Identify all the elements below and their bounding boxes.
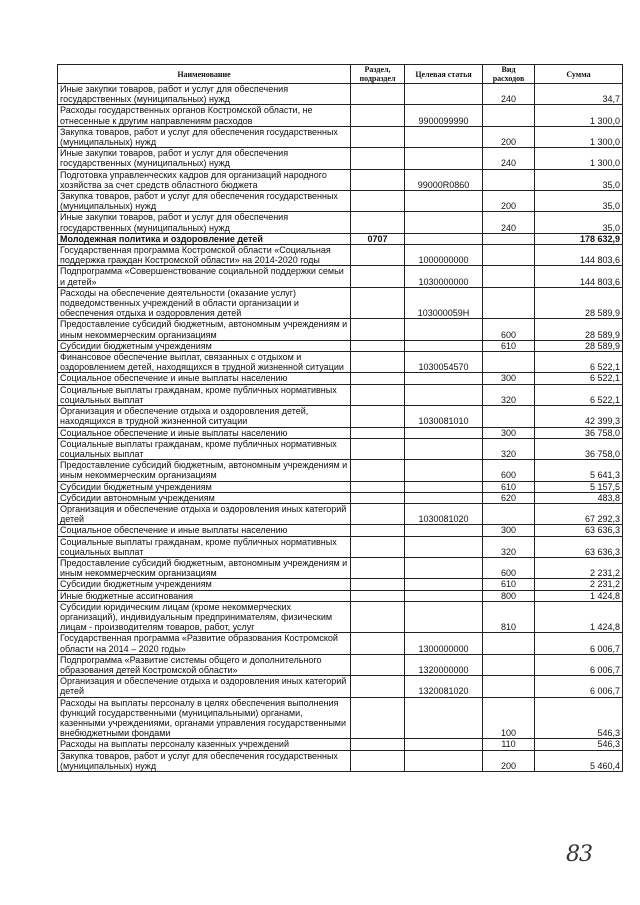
table-row (58, 233, 623, 244)
row-name: Предоставление субсидий бюджетным, автономным учреждениям и иным некоммерческим организациям (58, 460, 351, 481)
row-sum: 2 231,2 (535, 557, 623, 578)
row-sum: 2 231,2 (535, 579, 623, 590)
row-type (483, 266, 535, 287)
row-target (405, 536, 483, 557)
row-section (351, 697, 405, 739)
row-name: Иные закупки товаров, работ и услуг для обеспечения государственных (муниципальных) нужд (58, 148, 351, 169)
table-row (58, 481, 623, 492)
row-name: Расходы на выплаты персоналу в целях обеспечения выполнения функций государственными (муниципальными) органами, казенными учреждениями, органами управления государственными внебюджетными фондами (58, 697, 351, 739)
table-row (58, 84, 623, 105)
row-section (351, 460, 405, 481)
row-name: Социальные выплаты гражданам, кроме публичных нормативных социальных выплат (58, 438, 351, 459)
row-name: Расходы на выплаты персоналу казенных учреждений (58, 739, 351, 750)
row-name: Закупка товаров, работ и услуг для обеспечения государственных (муниципальных) нужд (58, 750, 351, 771)
row-section (351, 590, 405, 601)
table-row (58, 676, 623, 697)
row-section (351, 654, 405, 675)
row-section (351, 438, 405, 459)
row-name: Социальное обеспечение и иные выплаты населению (58, 373, 351, 384)
row-target: 99000R0860 (405, 169, 483, 190)
budget-sheet (57, 64, 622, 772)
row-type: 600 (483, 557, 535, 578)
row-target: 9900099990 (405, 105, 483, 126)
row-section (351, 126, 405, 147)
row-type: 800 (483, 590, 535, 601)
row-type: 240 (483, 212, 535, 233)
table-row (58, 373, 623, 384)
table-row (58, 427, 623, 438)
row-type: 200 (483, 191, 535, 212)
row-section (351, 579, 405, 590)
row-target (405, 460, 483, 481)
row-target (405, 212, 483, 233)
row-name: Предоставление субсидий бюджетным, автономным учреждениям и иным некоммерческим организациям (58, 319, 351, 340)
row-sum: 35,0 (535, 169, 623, 190)
table-body (58, 84, 623, 772)
row-type: 620 (483, 492, 535, 503)
table-row (58, 319, 623, 340)
row-target: 1030000000 (405, 266, 483, 287)
row-section (351, 427, 405, 438)
row-sum: 178 632,9 (535, 233, 623, 244)
row-name: Социальные выплаты гражданам, кроме публичных нормативных социальных выплат (58, 536, 351, 557)
row-name: Субсидии бюджетным учреждениям (58, 481, 351, 492)
row-name: Закупка товаров, работ и услуг для обеспечения государственных (муниципальных) нужд (58, 191, 351, 212)
row-target (405, 427, 483, 438)
row-section (351, 319, 405, 340)
table-row (58, 340, 623, 351)
row-sum: 35,0 (535, 191, 623, 212)
row-name: Субсидии бюджетным учреждениям (58, 579, 351, 590)
page-number: 83 (566, 842, 592, 867)
row-target (405, 384, 483, 405)
row-name: Социальные выплаты гражданам, кроме публичных нормативных социальных выплат (58, 384, 351, 405)
row-target (405, 340, 483, 351)
row-sum: 1 300,0 (535, 148, 623, 169)
row-section (351, 503, 405, 524)
row-type: 240 (483, 148, 535, 169)
row-target (405, 579, 483, 590)
row-sum: 546,3 (535, 739, 623, 750)
table-row (58, 438, 623, 459)
row-sum: 34,7 (535, 84, 623, 105)
row-target (405, 525, 483, 536)
table-row (58, 557, 623, 578)
row-target (405, 492, 483, 503)
row-target (405, 84, 483, 105)
table-row (58, 266, 623, 287)
row-type (483, 105, 535, 126)
row-sum: 28 589,9 (535, 340, 623, 351)
row-section (351, 633, 405, 654)
row-section (351, 373, 405, 384)
row-sum: 5 460,4 (535, 750, 623, 771)
row-sum: 28 589,9 (535, 287, 623, 319)
row-type: 100 (483, 697, 535, 739)
header-section: Раздел, подраздел (351, 65, 405, 84)
table-row (58, 601, 623, 633)
row-sum: 35,0 (535, 212, 623, 233)
row-type: 600 (483, 319, 535, 340)
row-section (351, 739, 405, 750)
row-section (351, 557, 405, 578)
row-section (351, 676, 405, 697)
row-section (351, 481, 405, 492)
row-type (483, 245, 535, 266)
row-name: Субсидии автономным учреждениям (58, 492, 351, 503)
row-type: 300 (483, 525, 535, 536)
row-sum: 63 636,3 (535, 536, 623, 557)
row-target (405, 697, 483, 739)
row-name: Иные закупки товаров, работ и услуг для обеспечения государственных (муниципальных) нужд (58, 212, 351, 233)
row-target (405, 438, 483, 459)
table-row (58, 697, 623, 739)
row-type (483, 654, 535, 675)
row-section: 0707 (351, 233, 405, 244)
row-type: 600 (483, 460, 535, 481)
header-sum: Сумма (535, 65, 623, 84)
row-sum: 144 803,6 (535, 245, 623, 266)
row-section (351, 105, 405, 126)
table-row (58, 212, 623, 233)
row-section (351, 525, 405, 536)
row-type: 610 (483, 481, 535, 492)
row-sum: 1 300,0 (535, 126, 623, 147)
row-name: Закупка товаров, работ и услуг для обеспечения государственных (муниципальных) нужд (58, 126, 351, 147)
table-row (58, 503, 623, 524)
row-name: Субсидии бюджетным учреждениям (58, 340, 351, 351)
row-section (351, 406, 405, 427)
table-header-row (58, 65, 623, 84)
table-row (58, 579, 623, 590)
row-section (351, 492, 405, 503)
header-type: Вид расходов (483, 65, 535, 84)
table-row (58, 245, 623, 266)
row-type: 110 (483, 739, 535, 750)
row-target: 1030054570 (405, 352, 483, 373)
table-row (58, 492, 623, 503)
table-row (58, 352, 623, 373)
row-name: Социальное обеспечение и иные выплаты населению (58, 427, 351, 438)
row-type: 240 (483, 84, 535, 105)
row-name: Подпрограмма «Совершенствование социальной поддержки семьи и детей» (58, 266, 351, 287)
row-name: Расходы на обеспечение деятельности (оказание услуг) подведомственных учреждений в области организации и обеспечения отдыха и оздоровления детей (58, 287, 351, 319)
row-section (351, 191, 405, 212)
row-sum: 483,8 (535, 492, 623, 503)
row-sum: 6 006,7 (535, 654, 623, 675)
row-section (351, 352, 405, 373)
row-name: Подпрограмма «Развитие системы общего и дополнительного образования детей Костромской области» (58, 654, 351, 675)
row-target (405, 126, 483, 147)
table-row (58, 126, 623, 147)
row-name: Иные бюджетные ассигнования (58, 590, 351, 601)
row-target (405, 601, 483, 633)
row-name: Предоставление субсидий бюджетным, автономным учреждениям и иным некоммерческим организациям (58, 557, 351, 578)
row-type (483, 169, 535, 190)
row-type (483, 352, 535, 373)
row-type: 610 (483, 579, 535, 590)
row-name: Финансовое обеспечение выплат, связанных с отдыхом и оздоровлением детей, находящихся в трудной жизненной ситуации (58, 352, 351, 373)
row-section (351, 536, 405, 557)
row-target: 1320000000 (405, 654, 483, 675)
row-name: Субсидии юридическим лицам (кроме некоммерческих организаций), индивидуальным предпринимателям, физическим лицам - производителям товаров, работ, услуг (58, 601, 351, 633)
row-sum: 6 522,1 (535, 373, 623, 384)
row-name: Государственная программа Костромской области «Социальная поддержка граждан Костромской области» на 2014-2020 годы (58, 245, 351, 266)
row-name: Социальное обеспечение и иные выплаты населению (58, 525, 351, 536)
row-sum: 36 758,0 (535, 427, 623, 438)
row-type: 200 (483, 750, 535, 771)
row-name: Иные закупки товаров, работ и услуг для обеспечения государственных (муниципальных) нужд (58, 84, 351, 105)
row-sum: 36 758,0 (535, 438, 623, 459)
row-target (405, 373, 483, 384)
row-target (405, 557, 483, 578)
row-name: Организация и обеспечение отдыха и оздоровления детей, находящихся в трудной жизненной ситуации (58, 406, 351, 427)
row-type: 320 (483, 384, 535, 405)
row-target: 1300000000 (405, 633, 483, 654)
row-section (351, 212, 405, 233)
row-type: 320 (483, 438, 535, 459)
row-sum: 28 589,9 (535, 319, 623, 340)
row-target: 1030081020 (405, 503, 483, 524)
row-section (351, 750, 405, 771)
table-row (58, 460, 623, 481)
row-target: 1320081020 (405, 676, 483, 697)
row-sum: 546,3 (535, 697, 623, 739)
row-type: 810 (483, 601, 535, 633)
row-target (405, 233, 483, 244)
row-name: Расходы государственных органов Костромской области, не отнесенные к другим направлениям расходов (58, 105, 351, 126)
row-type (483, 233, 535, 244)
row-target (405, 319, 483, 340)
row-type: 200 (483, 126, 535, 147)
row-type (483, 676, 535, 697)
row-sum: 63 636,3 (535, 525, 623, 536)
table-row (58, 105, 623, 126)
row-sum: 42 399,3 (535, 406, 623, 427)
row-target (405, 750, 483, 771)
row-sum: 6 522,1 (535, 384, 623, 405)
row-target: 1000000000 (405, 245, 483, 266)
row-type: 610 (483, 340, 535, 351)
row-section (351, 340, 405, 351)
budget-table (57, 64, 623, 772)
row-target: 1030081010 (405, 406, 483, 427)
table-row (58, 169, 623, 190)
row-name: Молодежная политика и оздоровление детей (58, 233, 351, 244)
row-sum: 1 424,8 (535, 601, 623, 633)
table-row (58, 191, 623, 212)
row-sum: 67 292,3 (535, 503, 623, 524)
row-sum: 1 300,0 (535, 105, 623, 126)
row-type: 300 (483, 373, 535, 384)
table-row (58, 750, 623, 771)
row-type (483, 406, 535, 427)
header-target: Целевая статья (405, 65, 483, 84)
row-sum: 6 006,7 (535, 676, 623, 697)
row-sum: 6 006,7 (535, 633, 623, 654)
row-section (351, 266, 405, 287)
table-row (58, 654, 623, 675)
row-sum: 144 803,6 (535, 266, 623, 287)
table-row (58, 406, 623, 427)
table-row (58, 633, 623, 654)
row-section (351, 245, 405, 266)
table-row (58, 536, 623, 557)
table-row (58, 287, 623, 319)
row-section (351, 169, 405, 190)
row-sum: 5 157,5 (535, 481, 623, 492)
row-type (483, 633, 535, 654)
row-name: Подготовка управленческих кадров для организаций народного хозяйства за счет средств областного бюджета (58, 169, 351, 190)
header-name: Наименование (58, 65, 351, 84)
table-row (58, 590, 623, 601)
row-target (405, 739, 483, 750)
row-target (405, 481, 483, 492)
table-row (58, 148, 623, 169)
table-row (58, 384, 623, 405)
row-name: Организация и обеспечение отдыха и оздоровления иных категорий детей (58, 676, 351, 697)
row-target (405, 148, 483, 169)
row-sum: 6 522,1 (535, 352, 623, 373)
row-target (405, 590, 483, 601)
row-section (351, 384, 405, 405)
row-type (483, 287, 535, 319)
row-name: Государственная программа «Развитие образования Костромской области на 2014 – 2020 годы» (58, 633, 351, 654)
row-sum: 5 641,3 (535, 460, 623, 481)
row-type: 300 (483, 427, 535, 438)
table-row (58, 525, 623, 536)
table-row (58, 739, 623, 750)
row-section (351, 601, 405, 633)
row-section (351, 287, 405, 319)
row-type: 320 (483, 536, 535, 557)
row-type (483, 503, 535, 524)
row-section (351, 148, 405, 169)
row-name: Организация и обеспечение отдыха и оздоровления иных категорий детей (58, 503, 351, 524)
row-target (405, 191, 483, 212)
row-section (351, 84, 405, 105)
row-target: 103000059Н (405, 287, 483, 319)
row-sum: 1 424,8 (535, 590, 623, 601)
